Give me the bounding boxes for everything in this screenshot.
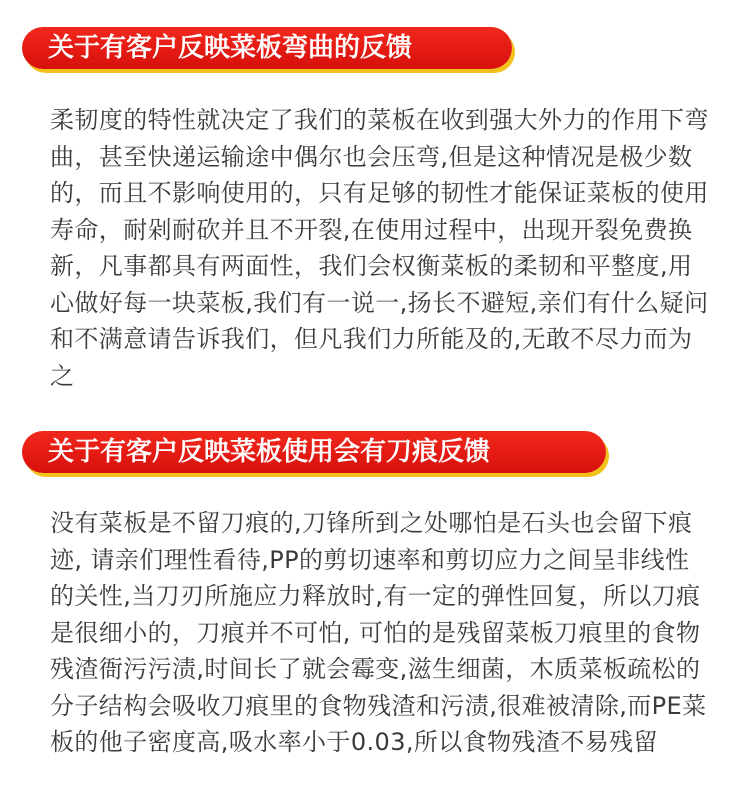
section-body-knife-marks: 没有菜板是不留刀痕的,刀锋所到之处哪怕是石头也会留下痕迹, 请亲们理性看待,PP的剪切速率和剪切应力之间呈非线性的关性,当刀刃所施应力释放时,有一定的弹性回复，所以刀痕是很细小的，刀痕并不可怕, 可怕的是残留菜板刀痕里的食物残渣衙污污渍,时间长了就会霉变,滋生细菌，木质菜板疏松的分子结构会吸收刀痕里的食物残渣和污渍,很难被清除,而PE菜板的他子密度高,吸水率小于0.03,所以食物残渣不易残留 xyxy=(50,509,707,756)
section-heading-knife-marks: 关于有客户反映菜板使用会有刀痕反馈 xyxy=(22,431,606,473)
section-body-bending: 柔韧度的特性就决定了我们的菜板在收到强大外力的作用下弯曲，甚至快递运输途中偶尔也会压弯,但是这种情况是极少数的，而且不影响使用的，只有足够的韧性才能保证菜板的使用寿命，耐剁耐砍并且不开裂,在使用过程中，出现开裂免费换新，凡事都具有两面性，我们会权衡菜板的柔韧和平整度,用心做好每一块菜板,我们有一说一,扬长不避短,亲们有什么疑问和不满意请告诉我们，但凡我们力所能及的,无敢不尽力而为之 xyxy=(50,106,709,390)
section-heading-bending: 关于有客户反映菜板弯曲的反馈 xyxy=(22,27,512,69)
